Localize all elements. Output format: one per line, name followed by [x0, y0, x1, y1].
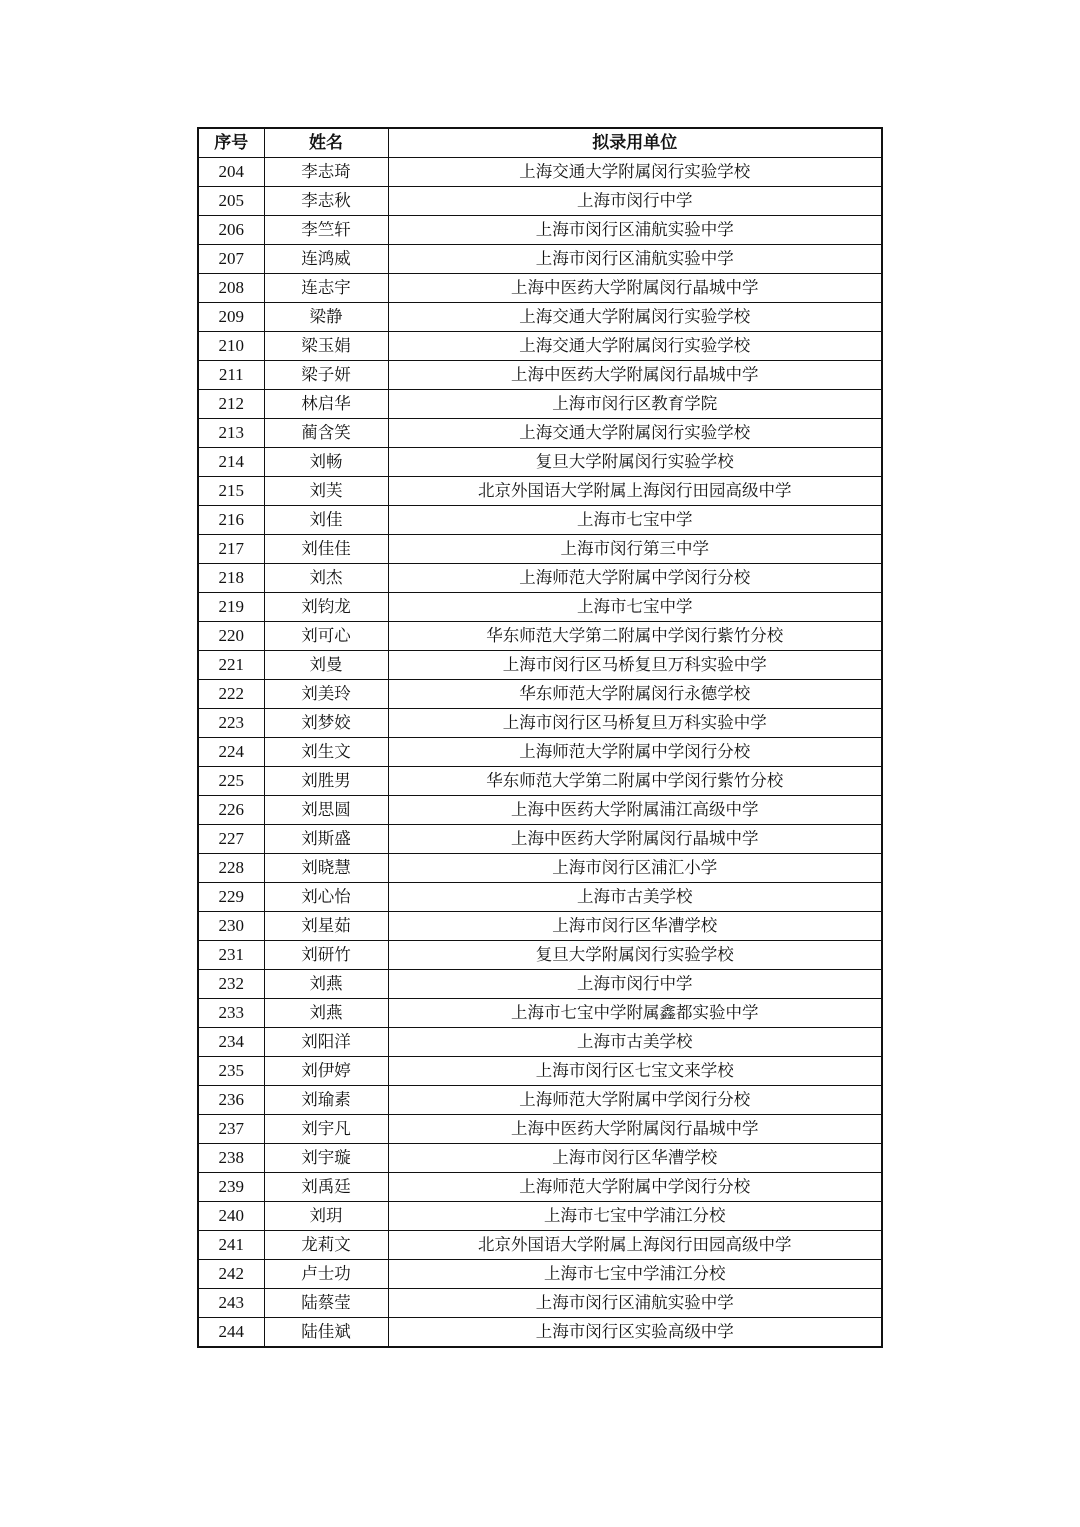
table-row	[198, 1057, 882, 1086]
serial-number-cell: 226	[198, 796, 264, 825]
name-cell: 梁子妍	[264, 361, 388, 390]
serial-number-cell: 224	[198, 738, 264, 767]
name-cell: 刘燕	[264, 970, 388, 999]
employer-cell: 上海市闵行区华漕学校	[388, 912, 882, 941]
serial-number-cell: 234	[198, 1028, 264, 1057]
serial-number-cell: 206	[198, 216, 264, 245]
employer-cell: 华东师范大学附属闵行永德学校	[388, 680, 882, 709]
employer-cell: 上海市闵行区华漕学校	[388, 1144, 882, 1173]
employer-cell: 上海市古美学校	[388, 1028, 882, 1057]
table-row	[198, 506, 882, 535]
serial-number-cell: 219	[198, 593, 264, 622]
employer-cell: 上海师范大学附属中学闵行分校	[388, 1173, 882, 1202]
employer-cell: 复旦大学附属闵行实验学校	[388, 941, 882, 970]
table-row	[198, 825, 882, 854]
serial-number-cell: 223	[198, 709, 264, 738]
table-row	[198, 245, 882, 274]
employer-cell: 上海交通大学附属闵行实验学校	[388, 303, 882, 332]
employer-cell: 上海市闵行区浦航实验中学	[388, 245, 882, 274]
employer-cell: 上海中医药大学附属闵行晶城中学	[388, 1115, 882, 1144]
table-row	[198, 883, 882, 912]
employer-cell: 上海师范大学附属中学闵行分校	[388, 738, 882, 767]
serial-number-cell: 209	[198, 303, 264, 332]
table-row	[198, 709, 882, 738]
table-row	[198, 593, 882, 622]
serial-number-cell: 211	[198, 361, 264, 390]
table-row	[198, 970, 882, 999]
employer-cell: 上海市七宝中学浦江分校	[388, 1260, 882, 1289]
table-row	[198, 1028, 882, 1057]
employer-cell: 上海市七宝中学浦江分校	[388, 1202, 882, 1231]
table-row	[198, 1318, 882, 1348]
name-cell: 陆蔡莹	[264, 1289, 388, 1318]
employer-cell: 上海中医药大学附属闵行晶城中学	[388, 825, 882, 854]
serial-number-cell: 216	[198, 506, 264, 535]
employer-cell: 上海市古美学校	[388, 883, 882, 912]
table-row	[198, 1115, 882, 1144]
header-row	[198, 128, 882, 158]
serial-number-cell: 235	[198, 1057, 264, 1086]
serial-number-cell: 218	[198, 564, 264, 593]
serial-number-cell: 217	[198, 535, 264, 564]
employer-cell: 上海交通大学附属闵行实验学校	[388, 332, 882, 361]
name-cell: 蔺含笑	[264, 419, 388, 448]
serial-number-cell: 208	[198, 274, 264, 303]
serial-number-cell: 243	[198, 1289, 264, 1318]
serial-number-cell: 228	[198, 854, 264, 883]
table-row	[198, 941, 882, 970]
name-cell: 梁静	[264, 303, 388, 332]
name-cell: 刘伊婷	[264, 1057, 388, 1086]
table-row	[198, 738, 882, 767]
employer-cell: 上海市闵行区马桥复旦万科实验中学	[388, 651, 882, 680]
serial-number-cell: 229	[198, 883, 264, 912]
table-row	[198, 680, 882, 709]
table-row	[198, 448, 882, 477]
serial-number-cell: 244	[198, 1318, 264, 1348]
employer-cell: 上海市七宝中学附属鑫都实验中学	[388, 999, 882, 1028]
name-cell: 刘佳	[264, 506, 388, 535]
employer-cell: 上海市闵行中学	[388, 187, 882, 216]
name-cell: 李竺轩	[264, 216, 388, 245]
serial-number-cell: 240	[198, 1202, 264, 1231]
employer-cell: 华东师范大学第二附属中学闵行紫竹分校	[388, 767, 882, 796]
name-cell: 刘晓慧	[264, 854, 388, 883]
table-row	[198, 535, 882, 564]
employer-cell: 上海市七宝中学	[388, 506, 882, 535]
employer-cell: 上海市闵行区七宝文来学校	[388, 1057, 882, 1086]
name-cell: 刘燕	[264, 999, 388, 1028]
name-cell: 刘梦姣	[264, 709, 388, 738]
serial-number-cell: 210	[198, 332, 264, 361]
table-row	[198, 767, 882, 796]
header-serial-number: 序号	[198, 128, 264, 158]
name-cell: 刘杰	[264, 564, 388, 593]
serial-number-cell: 221	[198, 651, 264, 680]
table-row	[198, 419, 882, 448]
table-row	[198, 1202, 882, 1231]
employer-cell: 上海市闵行第三中学	[388, 535, 882, 564]
name-cell: 刘曼	[264, 651, 388, 680]
table-row	[198, 1144, 882, 1173]
serial-number-cell: 215	[198, 477, 264, 506]
employer-cell: 上海交通大学附属闵行实验学校	[388, 158, 882, 187]
header-name: 姓名	[264, 128, 388, 158]
serial-number-cell: 207	[198, 245, 264, 274]
table-row	[198, 796, 882, 825]
table-row	[198, 332, 882, 361]
serial-number-cell: 220	[198, 622, 264, 651]
employer-cell: 上海市闵行区浦汇小学	[388, 854, 882, 883]
name-cell: 卢士功	[264, 1260, 388, 1289]
employer-cell: 北京外国语大学附属上海闵行田园高级中学	[388, 1231, 882, 1260]
name-cell: 刘玥	[264, 1202, 388, 1231]
employer-cell: 北京外国语大学附属上海闵行田园高级中学	[388, 477, 882, 506]
table-row	[198, 651, 882, 680]
employer-cell: 华东师范大学第二附属中学闵行紫竹分校	[388, 622, 882, 651]
employer-cell: 上海市闵行区浦航实验中学	[388, 216, 882, 245]
name-cell: 刘芙	[264, 477, 388, 506]
name-cell: 刘研竹	[264, 941, 388, 970]
serial-number-cell: 227	[198, 825, 264, 854]
serial-number-cell: 213	[198, 419, 264, 448]
name-cell: 梁玉娟	[264, 332, 388, 361]
name-cell: 刘生文	[264, 738, 388, 767]
serial-number-cell: 225	[198, 767, 264, 796]
employer-cell: 上海交通大学附属闵行实验学校	[388, 419, 882, 448]
name-cell: 连鸿威	[264, 245, 388, 274]
serial-number-cell: 239	[198, 1173, 264, 1202]
serial-number-cell: 212	[198, 390, 264, 419]
name-cell: 刘阳洋	[264, 1028, 388, 1057]
table-row	[198, 912, 882, 941]
table-row	[198, 216, 882, 245]
name-cell: 刘胜男	[264, 767, 388, 796]
serial-number-cell: 214	[198, 448, 264, 477]
table-row	[198, 1260, 882, 1289]
name-cell: 刘美玲	[264, 680, 388, 709]
name-cell: 刘心怡	[264, 883, 388, 912]
table-row	[198, 1231, 882, 1260]
employer-cell: 上海中医药大学附属闵行晶城中学	[388, 274, 882, 303]
employer-cell: 上海市闵行区教育学院	[388, 390, 882, 419]
name-cell: 刘宇凡	[264, 1115, 388, 1144]
table-row	[198, 1086, 882, 1115]
name-cell: 刘瑜素	[264, 1086, 388, 1115]
table-row	[198, 158, 882, 187]
table-header	[198, 128, 882, 158]
header-employer: 拟录用单位	[388, 128, 882, 158]
serial-number-cell: 222	[198, 680, 264, 709]
employer-cell: 复旦大学附属闵行实验学校	[388, 448, 882, 477]
table-row	[198, 303, 882, 332]
name-cell: 龙莉文	[264, 1231, 388, 1260]
name-cell: 刘钧龙	[264, 593, 388, 622]
table-row	[198, 999, 882, 1028]
serial-number-cell: 236	[198, 1086, 264, 1115]
employer-cell: 上海师范大学附属中学闵行分校	[388, 1086, 882, 1115]
name-cell: 李志琦	[264, 158, 388, 187]
name-cell: 刘畅	[264, 448, 388, 477]
table-row	[198, 477, 882, 506]
name-cell: 刘斯盛	[264, 825, 388, 854]
table-row	[198, 1173, 882, 1202]
name-cell: 刘佳佳	[264, 535, 388, 564]
table-row	[198, 854, 882, 883]
table-row	[198, 361, 882, 390]
name-cell: 刘禹廷	[264, 1173, 388, 1202]
name-cell: 刘宇璇	[264, 1144, 388, 1173]
name-cell: 陆佳斌	[264, 1318, 388, 1348]
serial-number-cell: 204	[198, 158, 264, 187]
name-cell: 刘思圆	[264, 796, 388, 825]
table-body	[198, 158, 882, 1348]
serial-number-cell: 205	[198, 187, 264, 216]
serial-number-cell: 231	[198, 941, 264, 970]
serial-number-cell: 238	[198, 1144, 264, 1173]
name-cell: 李志秋	[264, 187, 388, 216]
name-cell: 刘可心	[264, 622, 388, 651]
serial-number-cell: 233	[198, 999, 264, 1028]
employer-cell: 上海中医药大学附属闵行晶城中学	[388, 361, 882, 390]
table-row	[198, 390, 882, 419]
serial-number-cell: 230	[198, 912, 264, 941]
table-row	[198, 1289, 882, 1318]
serial-number-cell: 237	[198, 1115, 264, 1144]
table-row	[198, 564, 882, 593]
table-row	[198, 274, 882, 303]
name-cell: 连志宇	[264, 274, 388, 303]
employer-cell: 上海市七宝中学	[388, 593, 882, 622]
employer-cell: 上海市闵行区马桥复旦万科实验中学	[388, 709, 882, 738]
serial-number-cell: 241	[198, 1231, 264, 1260]
employer-cell: 上海师范大学附属中学闵行分校	[388, 564, 882, 593]
employer-cell: 上海市闵行中学	[388, 970, 882, 999]
recruitment-table	[197, 127, 883, 1348]
serial-number-cell: 232	[198, 970, 264, 999]
serial-number-cell: 242	[198, 1260, 264, 1289]
table-row	[198, 187, 882, 216]
name-cell: 林启华	[264, 390, 388, 419]
name-cell: 刘星茹	[264, 912, 388, 941]
table-row	[198, 622, 882, 651]
employer-cell: 上海中医药大学附属浦江高级中学	[388, 796, 882, 825]
employer-cell: 上海市闵行区实验高级中学	[388, 1318, 882, 1348]
employer-cell: 上海市闵行区浦航实验中学	[388, 1289, 882, 1318]
